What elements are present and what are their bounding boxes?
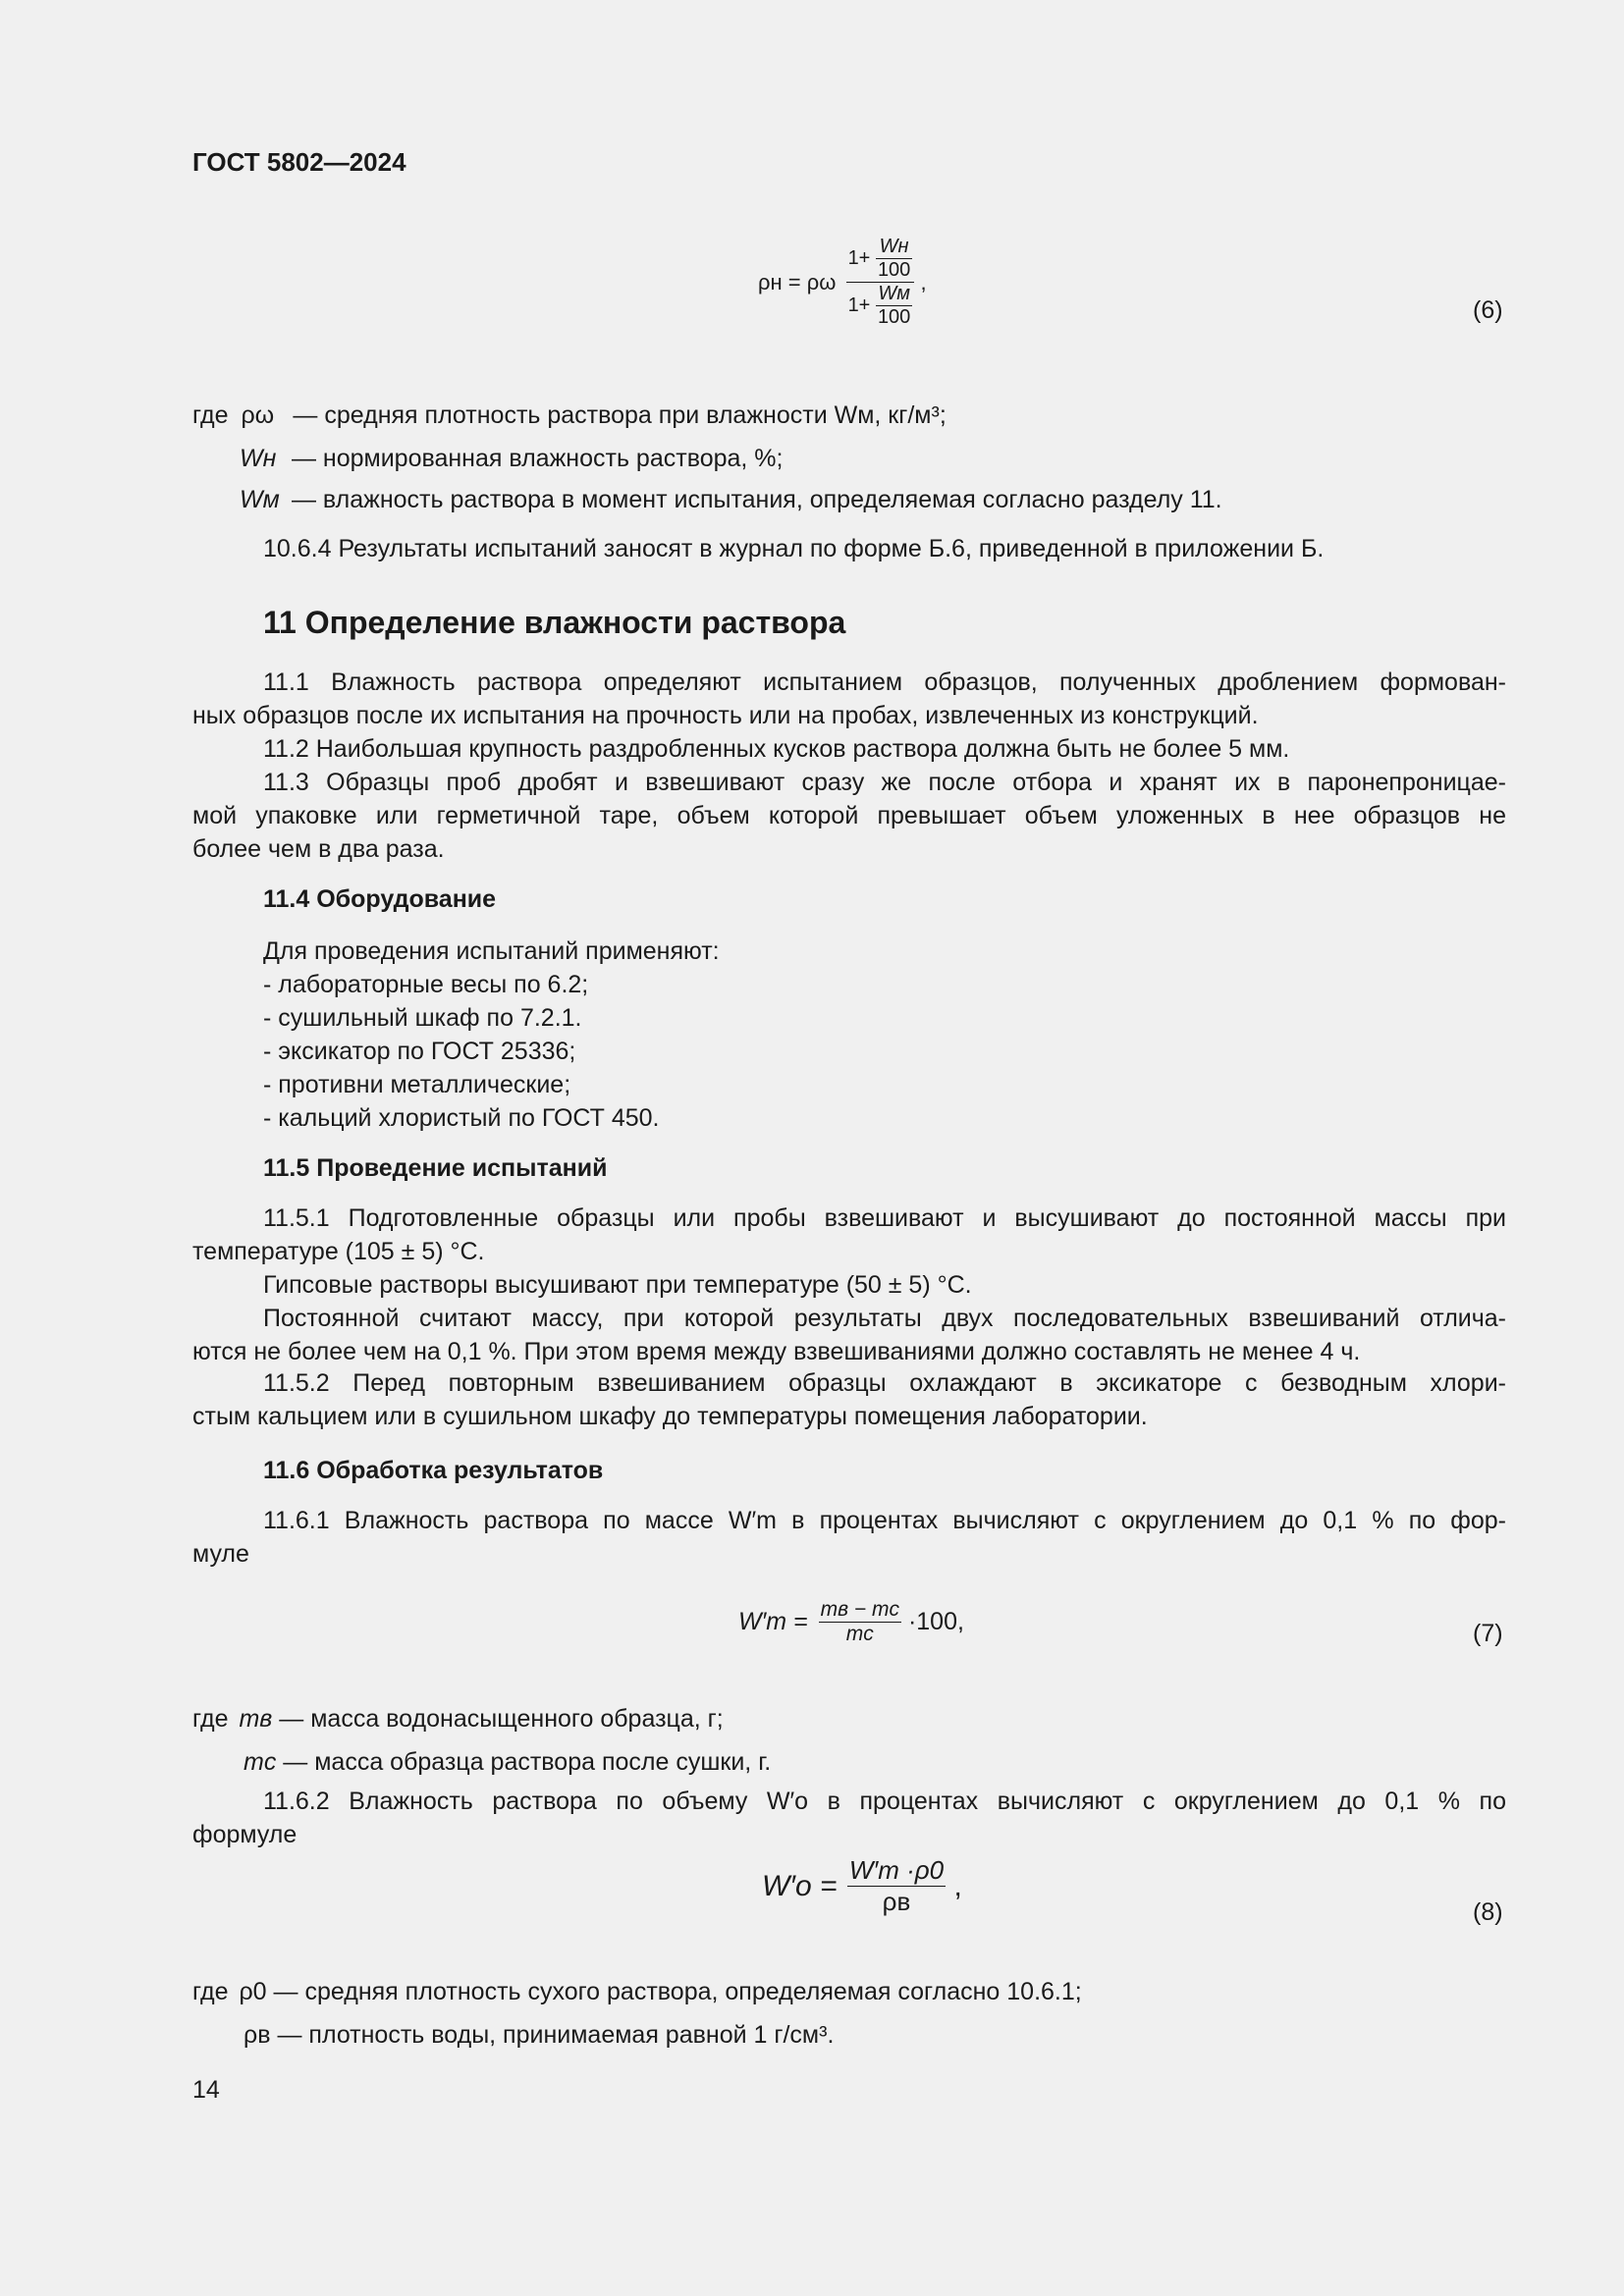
- formula-6-lhs: ρн = ρω: [758, 269, 837, 294]
- paragraph-10-6-4: 10.6.4 Результаты испытаний заносят в журнал по форме Б.6, приведенной в приложении Б.: [263, 535, 1325, 562]
- paragraph-line: ных образцов после их испытания на прочность или на пробах, извлеченных из конструкций.: [192, 702, 1259, 729]
- paragraph-line: Постоянной считают массу, при которой результаты двух последовательных взвешиваний отлича-: [263, 1305, 1506, 1332]
- paragraph-line: 11.5.1 Подготовленные образцы или пробы взвешивают и высушивают до постоянной массы при: [263, 1204, 1506, 1232]
- list-item: - кальций хлористый по ГОСТ 450.: [263, 1104, 660, 1132]
- formula-6-den-top: Wм: [876, 283, 912, 306]
- where6-row-1: [192, 399, 947, 432]
- formula-8-fraction: [847, 1855, 946, 1917]
- formula-7-tail: ·100,: [907, 1608, 964, 1635]
- formula-6: [758, 236, 927, 329]
- formula-6-den-frac: [876, 283, 912, 329]
- where7-text: — масса водонасыщенного образца, г;: [279, 1705, 724, 1733]
- section-11-heading: 11 Определение влажности раствора: [263, 605, 846, 640]
- where7-text: — масса образца раствора после сушки, г.: [283, 1748, 772, 1776]
- formula-7: [738, 1598, 964, 1646]
- formula-7-fraction: [819, 1598, 901, 1646]
- paragraph-line: 11.5.2 Перед повторным взвешиванием образцы охлаждают в эксикаторе с безводным хлори-: [263, 1369, 1506, 1397]
- paragraph-line: 11.3 Образцы проб дробят и взвешивают сразу же после отбора и хранят их в паронепроницае-: [263, 769, 1506, 796]
- formula-6-num-prefix: 1+: [847, 246, 871, 269]
- list-item: - эксикатор по ГОСТ 25336;: [263, 1038, 576, 1065]
- paragraph-11-1: [192, 666, 1506, 732]
- paragraph-11-5-1: [192, 1201, 1506, 1268]
- section-11-6-heading: 11.6 Обработка результатов: [263, 1457, 604, 1484]
- where7-symbol: mв: [239, 1705, 273, 1733]
- paragraph-line: температуре (105 ± 5) °С.: [192, 1238, 485, 1265]
- formula-8: [762, 1855, 962, 1917]
- section-11-4-heading: 11.4 Оборудование: [263, 885, 497, 913]
- where7-prefix: где: [192, 1705, 229, 1733]
- paragraph-11-3: [192, 766, 1506, 866]
- paragraph-line: формуле: [192, 1821, 298, 1848]
- paragraph-line: мой упаковке или герметичной таре, объем которой превышает объем уложенных в нее образцов не: [192, 802, 1506, 829]
- formula-7-denominator: mс: [845, 1623, 874, 1645]
- where6-symbol: Wм: [240, 486, 280, 513]
- paragraph-line: стым кальцием или в сушильном шкафу до температуры помещения лаборатории.: [192, 1403, 1148, 1430]
- paragraph-11-6-2: [192, 1785, 1506, 1851]
- where6-row-2: [240, 442, 783, 475]
- paragraph-line: 11.6.1 Влажность раствора по массе W′m в процентах вычисляют с округлением до 0,1 % по фор-: [263, 1507, 1506, 1534]
- where6-text: — влажность раствора в момент испытания, определяемая согласно разделу 11.: [291, 486, 1222, 513]
- paragraph-gypsum: [192, 1268, 1506, 1302]
- equipment-list: [263, 968, 660, 1135]
- formula-6-fraction: [846, 236, 915, 329]
- paragraph-line: 11.1 Влажность раствора определяют испытанием образцов, полученных дроблением формован-: [263, 668, 1506, 696]
- where8-symbol: ρ0: [239, 1978, 267, 2005]
- where8-prefix: где: [192, 1978, 229, 2005]
- formula-6-num-frac: [876, 236, 912, 282]
- list-item: - сушильный шкаф по 7.2.1.: [263, 1004, 582, 1032]
- formula-6-den-prefix: 1+: [847, 294, 871, 316]
- paragraph-line: Гипсовые растворы высушивают при температуре (50 ± 5) °С.: [263, 1271, 972, 1299]
- formula-8-tail: ,: [953, 1869, 962, 1902]
- where6-text: — средняя плотность раствора при влажности Wм, кг/м³;: [293, 401, 947, 429]
- paragraph-line: 11.2 Наибольшая крупность раздробленных кусков раствора должна быть не более 5 мм.: [263, 735, 1290, 763]
- formula-8-lhs: W′о =: [762, 1869, 838, 1902]
- formula-6-numerator: [846, 236, 915, 283]
- list-item: - противни металлические;: [263, 1071, 571, 1098]
- where8-row-2: [244, 2018, 834, 2052]
- where7-row-1: [192, 1702, 724, 1735]
- formula-6-num-bot: 100: [877, 259, 911, 281]
- list-item: - лабораторные весы по 6.2;: [263, 971, 589, 998]
- formula-7-numerator: mв − mс: [820, 1598, 899, 1621]
- where7-row-2: [244, 1745, 771, 1779]
- formula-6-tail: ,: [920, 269, 927, 294]
- paragraph-line: 11.6.2 Влажность раствора по объему W′о в процентах вычисляют с округлением до 0,1 % по: [263, 1788, 1506, 1815]
- formula-6-denominator: [846, 283, 915, 329]
- where6-prefix: где: [192, 401, 229, 429]
- where8-symbol: ρв: [244, 2021, 271, 2049]
- where6-text: — нормированная влажность раствора, %;: [291, 445, 784, 472]
- formula-6-num-top: Wн: [876, 236, 912, 259]
- document-header: ГОСТ 5802—2024: [192, 147, 406, 177]
- formula-7-lhs: W′m =: [738, 1608, 808, 1635]
- equipment-intro: Для проведения испытаний применяют:: [263, 937, 720, 965]
- formula-6-den-bot: 100: [877, 306, 911, 328]
- paragraph-constant-mass: [192, 1302, 1506, 1368]
- where8-text: — плотность воды, принимаемая равной 1 г/см³.: [277, 2021, 835, 2049]
- where8-text: — средняя плотность сухого раствора, определяемая согласно 10.6.1;: [273, 1978, 1082, 2005]
- formula-8-number: (8): [1473, 1898, 1503, 1926]
- where8-row-1: [192, 1975, 1082, 2008]
- where6-symbol: ρω: [241, 401, 275, 429]
- page-number: 14: [192, 2076, 220, 2104]
- paragraph-line: муле: [192, 1540, 249, 1568]
- where6-row-3: [240, 483, 1222, 516]
- formula-7-number: (7): [1473, 1620, 1503, 1647]
- formula-8-denominator: ρв: [882, 1887, 911, 1916]
- paragraph-line: ются не более чем на 0,1 %. При этом время между взвешиваниями должно составлять не менее 4 ч.: [192, 1338, 1361, 1365]
- section-11-5-heading: 11.5 Проведение испытаний: [263, 1154, 608, 1182]
- formula-8-numerator: W′m ·ρ0: [848, 1855, 945, 1885]
- paragraph-11-5-2: [192, 1366, 1506, 1433]
- paragraph-line: более чем в два раза.: [192, 835, 445, 863]
- paragraph-11-6-1: [192, 1504, 1506, 1571]
- formula-6-number: (6): [1473, 296, 1503, 324]
- where6-symbol: Wн: [240, 445, 277, 472]
- where7-symbol: mс: [244, 1748, 277, 1776]
- paragraph-11-2: [192, 732, 1506, 766]
